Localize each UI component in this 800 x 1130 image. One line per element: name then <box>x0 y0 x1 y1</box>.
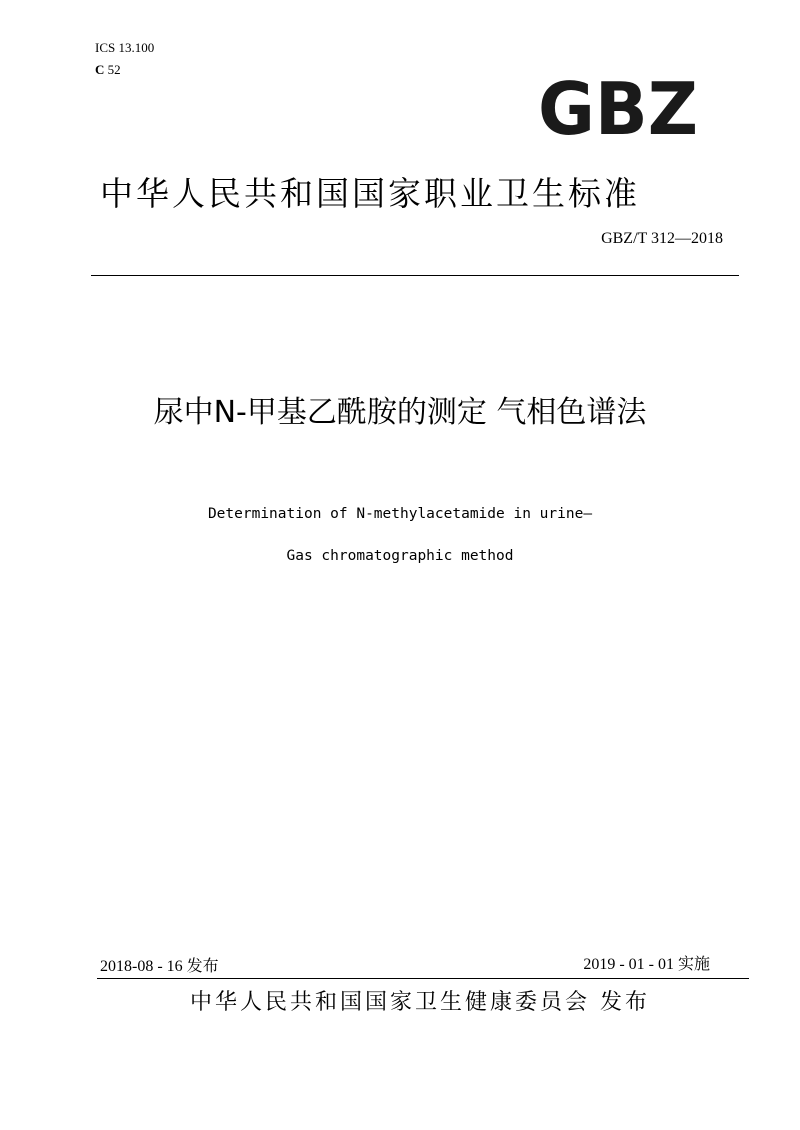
authority-title: 中华人民共和国国家职业卫生标准 <box>100 174 640 213</box>
standard-number: GBZ/T 312—2018 <box>601 230 723 247</box>
header-divider <box>91 275 739 276</box>
document-title-cn: 尿中N-甲基乙酰胺的测定 气相色谱法 <box>153 395 647 430</box>
document-title-en-line2: Gas chromatographic method <box>286 548 514 564</box>
implementation-date: 2019 - 01 - 01 实施 <box>583 956 710 973</box>
ccs-number: 52 <box>104 62 121 77</box>
issuing-authority: 中华人民共和国国家卫生健康委员会 发布 <box>190 990 650 1015</box>
logo-text: GBZ <box>538 78 698 136</box>
issue-date: 2018-08 - 16 发布 <box>100 958 219 975</box>
document-title-en-line1: Determination of N-methylacetamide in urine— <box>207 506 593 522</box>
ics-code: ICS 13.100 <box>95 40 155 55</box>
ccs-code <box>95 62 121 78</box>
ccs-letter: C <box>95 62 105 77</box>
gbz-logo <box>538 78 698 136</box>
footer-divider <box>97 978 749 979</box>
